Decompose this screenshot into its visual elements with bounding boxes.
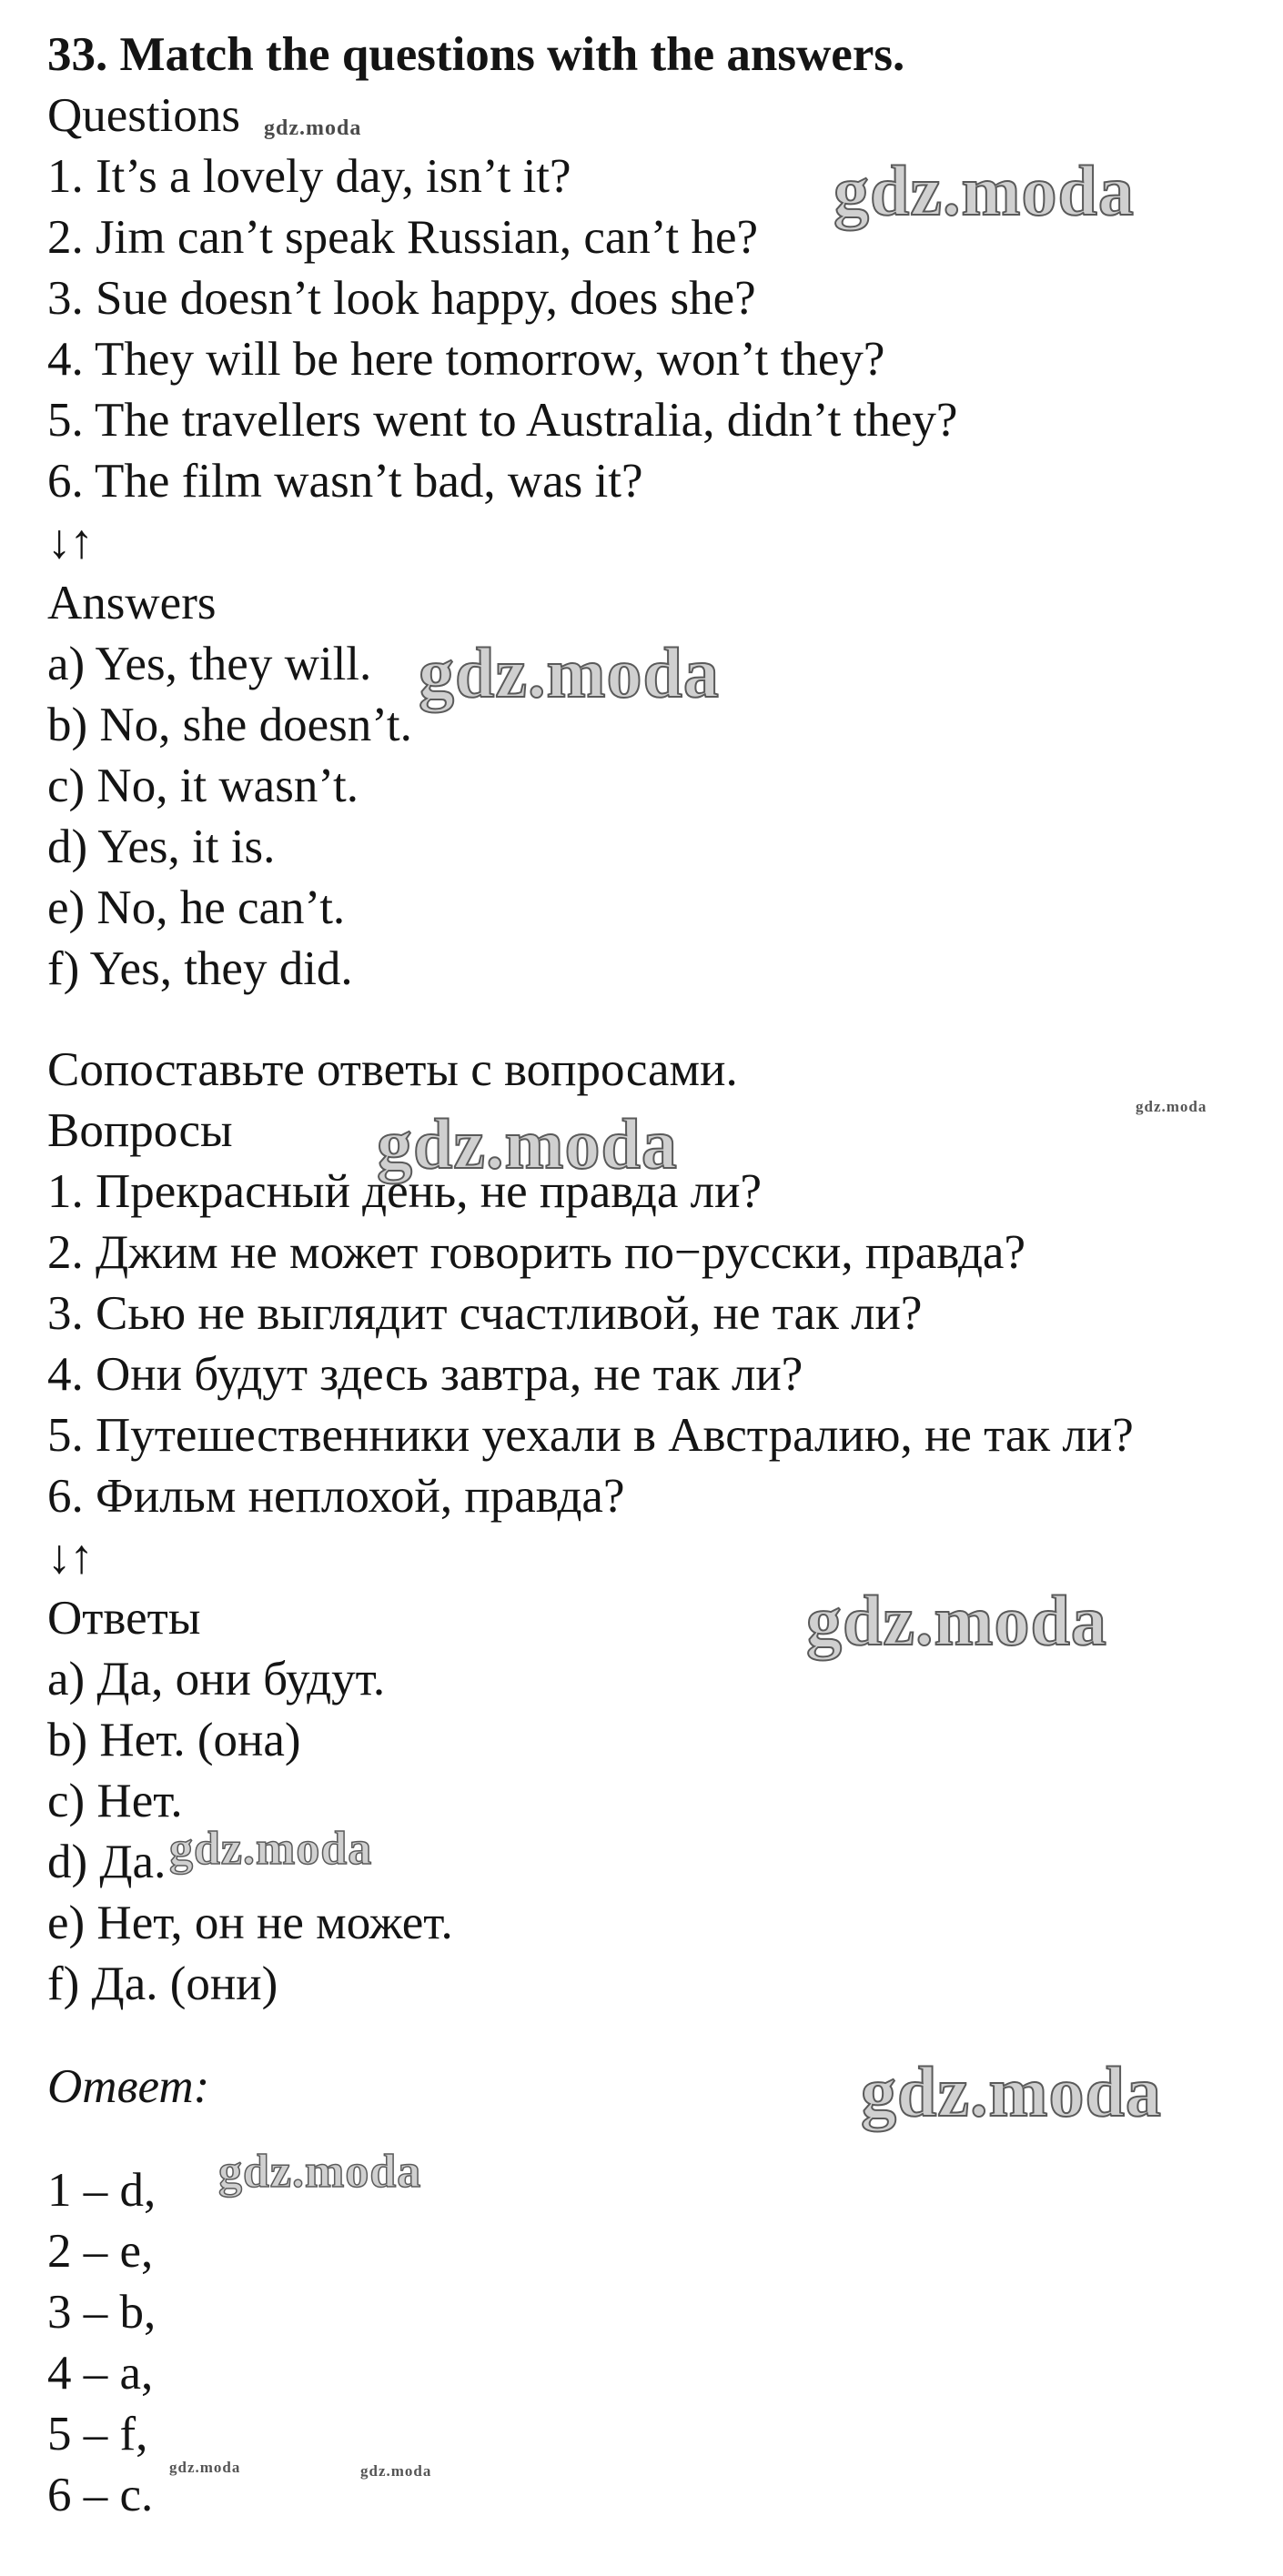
watermark: gdz.moda xyxy=(861,2052,1162,2131)
translation-answer-b: b) Нет. (она) xyxy=(47,1714,301,1766)
translation-answers-heading: Ответы xyxy=(47,1592,201,1645)
translation-answer-d: d) Да. xyxy=(47,1836,167,1888)
translation-question-1: 1. Прекрасный день, не правда ли? xyxy=(47,1165,763,1218)
translation-answer-f: f) Да. (они) xyxy=(47,1957,278,2010)
watermark: gdz.moda xyxy=(833,151,1135,230)
answer-f: f) Yes, they did. xyxy=(47,942,353,995)
solution-pair-2: 2 – e, xyxy=(47,2225,154,2278)
question-3: 3. Sue doesn’t look happy, does she? xyxy=(47,272,756,325)
answer-b: b) No, she doesn’t. xyxy=(47,699,412,751)
translation-title: Сопоставьте ответы с вопросами. xyxy=(47,1043,738,1096)
watermark: gdz.moda xyxy=(360,2462,432,2480)
translation-questions-heading: Вопросы xyxy=(47,1104,233,1157)
answer-d: d) Yes, it is. xyxy=(47,820,276,873)
watermark: gdz.moda xyxy=(264,116,362,140)
translation-match-arrows: ↓↑ xyxy=(47,1531,92,1584)
watermark: gdz.moda xyxy=(806,1581,1107,1660)
question-4: 4. They will be here tomorrow, won’t they? xyxy=(47,333,885,386)
exercise-title: 33. Match the questions with the answers. xyxy=(47,28,905,81)
question-6: 6. The film wasn’t bad, was it? xyxy=(47,455,643,508)
solution-pair-3: 3 – b, xyxy=(47,2286,157,2339)
solution-pair-5: 5 – f, xyxy=(47,2408,148,2460)
translation-question-4: 4. Они будут здесь завтра, не так ли? xyxy=(47,1348,803,1401)
watermark: gdz.moda xyxy=(419,633,720,712)
watermark: gdz.moda xyxy=(169,1823,373,1875)
question-1: 1. It’s a lovely day, isn’t it? xyxy=(47,150,571,203)
watermark: gdz.moda xyxy=(377,1104,678,1183)
translation-question-5: 5. Путешественники уехали в Австралию, не так ли? xyxy=(47,1409,1134,1462)
translation-answer-a: a) Да, они будут. xyxy=(47,1653,386,1706)
questions-heading: Questions xyxy=(47,89,240,142)
watermark: gdz.moda xyxy=(1136,1098,1207,1115)
answer-e: e) No, he can’t. xyxy=(47,881,346,934)
translation-answer-e: e) Нет, он не может. xyxy=(47,1897,453,1949)
translation-question-6: 6. Фильм неплохой, правда? xyxy=(47,1470,625,1523)
question-2: 2. Jim can’t speak Russian, can’t he? xyxy=(47,211,759,264)
watermark: gdz.moda xyxy=(218,2146,422,2198)
answer-a: a) Yes, they will. xyxy=(47,638,372,690)
solution-pair-6: 6 – c. xyxy=(47,2469,154,2521)
translation-question-3: 3. Сью не выглядит счастливой, не так ли? xyxy=(47,1287,923,1340)
answers-heading: Answers xyxy=(47,577,217,629)
solution-heading: Ответ: xyxy=(47,2060,210,2113)
answer-c: c) No, it wasn’t. xyxy=(47,760,359,812)
translation-answer-c: c) Нет. xyxy=(47,1775,183,1827)
match-arrows: ↓↑ xyxy=(47,516,92,569)
question-5: 5. The travellers went to Australia, didn’t they? xyxy=(47,394,958,447)
watermark: gdz.moda xyxy=(169,2459,241,2476)
translation-question-2: 2. Джим не может говорить по−русски, правда? xyxy=(47,1226,1025,1279)
solution-pair-1: 1 – d, xyxy=(47,2164,157,2217)
solution-pair-4: 4 – a, xyxy=(47,2347,154,2400)
